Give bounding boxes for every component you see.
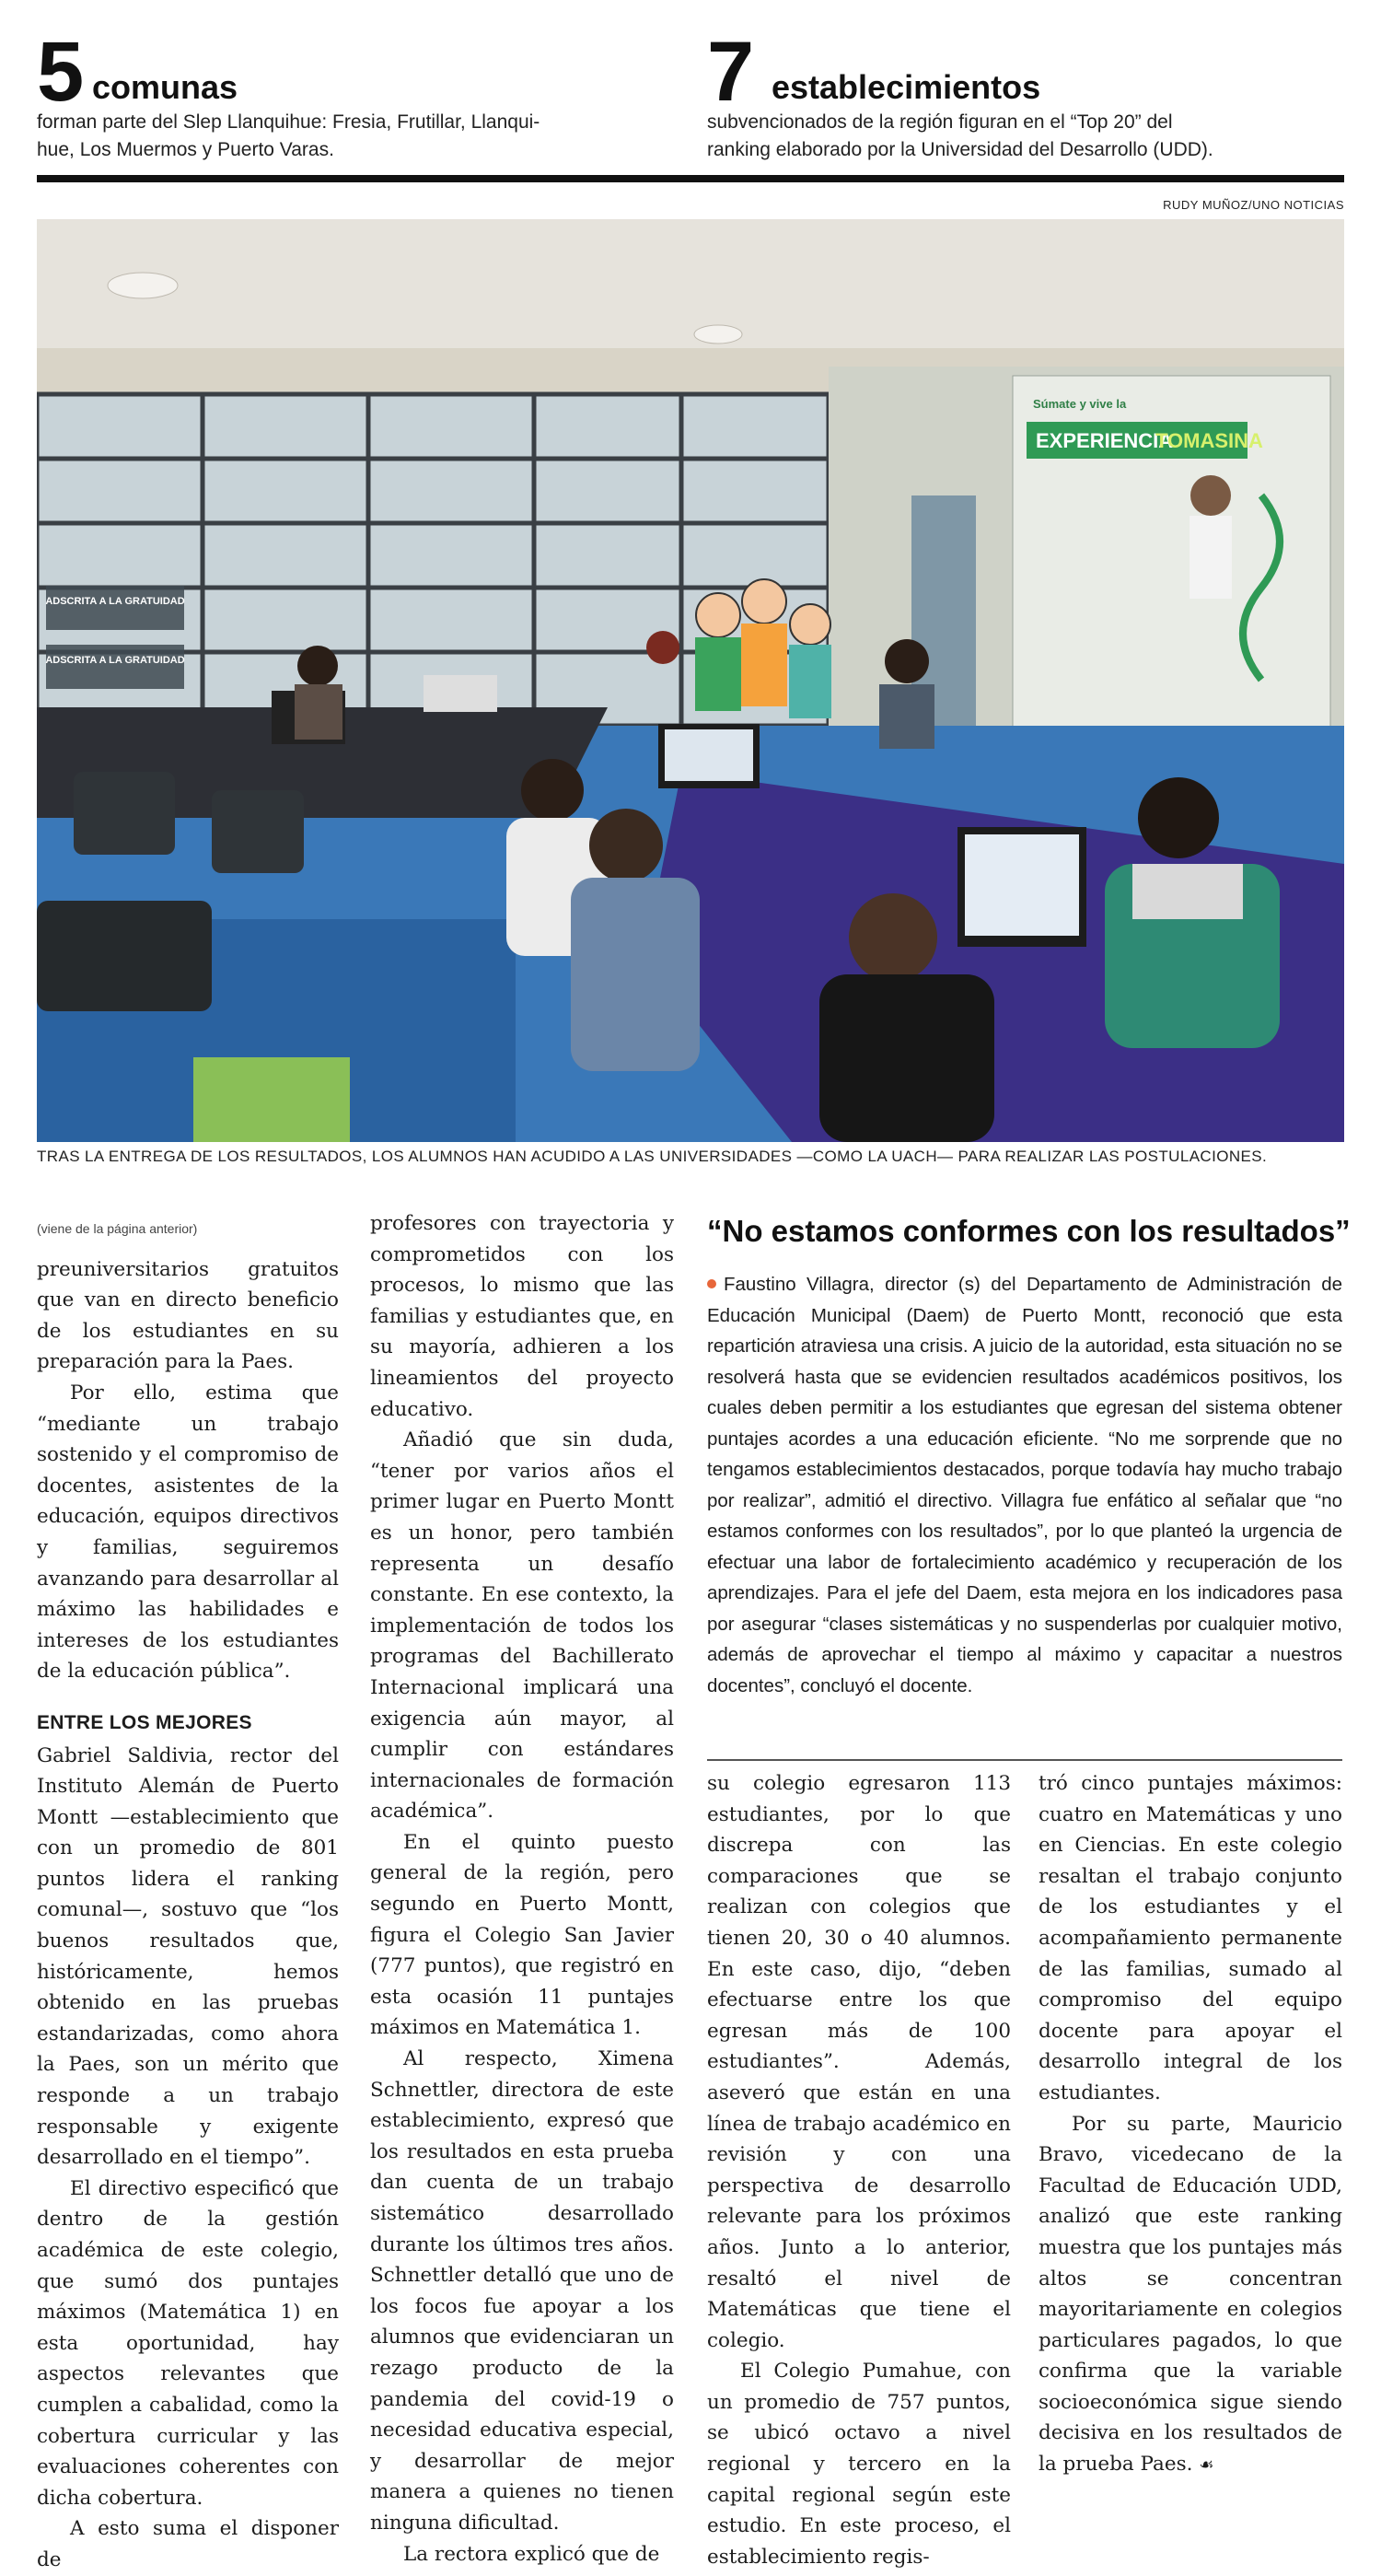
paragraph: Al respecto, Ximena Schnettler, directora de este establecimiento, expresó que los resultados en esta prueba dan cuenta de un trabajo sistemático desarrollado durante los últimos tres años. Schnettler detalló que uno de los focos fue apoyar a los alumnos que evidenciaran un rezago producto de la pandemia del covid-19 o necesidad educativa especial, y desarrollar de mejor manera a quienes no tienen ninguna dificultad. [370,2047,674,2535]
paragraph: El directivo especificó que dentro de la gestión académica de este colegio, que sumó dos puntajes máximos (Matemática 1) en esta oportunidad, hay aspectos relevantes que cumplen a cabalidad, como la cobertura curricular y las evaluaciones coherentes con dicha cobertura. [37,2176,339,2510]
paragraph: Añadió que sin duda, “tener por varios años el primer lugar en Puerto Montt es un honor, pero también representa un desafío constante. En ese contexto, la implementación de todos los programas del Bachillerato Internacional implicará una exigencia aún mayor, al cumplir con estándares internacionales de formación académica”. [370,1428,674,1824]
stat-desc-line: subvencionados de la región figuran en el “Top 20” del [707,111,1173,133]
paragraph: El Colegio Pumahue, con un promedio de 757 puntos, se ubicó octavo a nivel regional y tercero en la capital regional según este estudio. En este proceso, el establecimiento regis- [707,2360,1011,2569]
sidebar-title: “No estamos conformes con los resultados” [707,1214,1351,1248]
photo-caption: TRAS LA ENTREGA DE LOS RESULTADOS, LOS ALUMNOS HAN ACUDIDO A LAS UNIVERSIDADES —COMO LA UACH— PARA REALIZAR LAS POSTULACIONES. [37,1148,1268,1165]
paragraph: preuniversitarios gratuitos que van en directo beneficio de los estudiantes en su preparación para la Paes. [37,1257,339,1374]
stat-establecimientos [707,25,1213,160]
paragraph: A esto suma el disponer de [37,2517,339,2571]
paragraph: Por ello, estima que “mediante un trabajo sostenido y el compromiso de docentes, asistentes de la educación, equipos directivos y familias, seguiremos avanzando para desarrollar al máximo las habilidades e intereses de los estudiantes de la educación pública”. [37,1381,339,1684]
paragraph-text: Por su parte, Mauricio Bravo, vicedecano de la Facultad de Educación UDD, analizó que este ranking muestra que los puntajes más altos se concentran mayoritariamente en colegios particulares pagados, lo que confirma que la variable socioeconómica sigue siendo decisiva en los resultados de la prueba Paes. [1039,2112,1342,2477]
stat-number: 7 [707,25,755,119]
article-column-1 [37,1214,339,2576]
sidebar-paragraph: Faustino Villagra, director (s) del Departamento de Administración de Educación Municipal (Daem) de Puerto Montt, reconoció que esta repartición atraviesa una crisis. A juicio de la autoridad, esta situación no se resolverá hasta que se evidencien resultados académicos positivos, los cuales deben permitir a los estudiantes que egresan del sistema obtener puntajes acordes a una educación eficiente. “No me sorprende que no tengamos establecimientos destacados, porque todavía hay mucho trabajo por realizar”, admitió el directivo. Villagra fue enfático al señalar que “no estamos conformes con los resultados”, por lo que planteó la urgencia de efectuar una labor de fortalecimiento académico y recuperación de los aprendizajes. Para el jefe del Daem, esta mejora en los indicadores pasa por asegurar “clases sistemáticas y no suspenderlas por cualquier motivo, además de aprovechar el tiempo al máximo y capacitar a nuestros docentes”, concluyó el docente. [707,1274,1342,1696]
stat-description [707,109,1342,164]
sidebar-divider [707,1759,1342,1761]
paragraph: su colegio egresaron 113 estudiantes, por lo que discrepa con las comparaciones que se realizan con colegios que tienen 20, 30 o 40 alumnos. En este caso, dijo, “deben efectuarse entre los que egresan más de 100 estudiantes”. Además, aseveró que están en una línea de trabajo académico en revisión y con una perspectiva de desarrollo relevante para los próximos años. Junto a lo anterior, resaltó el nivel de Matemáticas que tiene el colegio. [707,1772,1011,2352]
stat-desc-line: hue, Los Muermos y Puerto Varas. [37,139,334,160]
article-column-3 [707,1768,1011,2572]
stat-description [37,109,626,164]
article-column-4 [1039,1768,1342,2481]
stat-desc-line: ranking elaborado por la Universidad del Desarrollo (UDD). [707,139,1213,160]
paragraph: La rectora explicó que de [403,2542,660,2566]
continued-note: (viene de la página anterior) [37,1221,198,1236]
sidebar-text [707,1269,1342,1701]
section-subhead: ENTRE LOS MEJORES [37,1711,252,1733]
paragraph: Gabriel Saldivia, rector del Instituto Alemán de Puerto Montt —establecimiento que con un promedio de 801 puntos lidera el ranking comunal—, sostuvo que “los buenos resultados que, históricamente, hemos obtenido en las pruebas estandarizadas, como ahora la Paes, son un mérito que responde a un trabajo responsable y exigente desarrollado en el tiempo”. [37,1743,339,2170]
paragraph [1039,2109,1342,2481]
stat-unit: comunas [92,68,238,106]
end-of-article-icon: ☙ [1199,2455,1214,2476]
paragraph: En el quinto puesto general de la región, pero segundo en Puerto Montt, figura el Colegio San Javier (777 puntos), que registró en esta ocasión 11 puntajes máximos en Matemática 1. [370,1830,674,2040]
poster-text: EXPERIENCIA [1036,429,1174,452]
news-photo [37,219,1344,1142]
photo-illustration [37,219,1344,1142]
photo-credit: RUDY MUÑOZ/UNO NOTICIAS [1163,198,1344,212]
stat-unit: establecimientos [772,68,1041,106]
stat-comunas [37,25,540,160]
window-sign: ADSCRITA A LA GRATUIDAD [45,596,185,607]
paragraph: tró cinco puntajes máximos: cuatro en Matemáticas y uno en Ciencias. En este colegio resaltan el trabajo conjunto de los estudiantes y el acompañamiento permanente de las familias, sumado al compromiso del equipo docente para apoyar el desarrollo integral de los estudiantes. [1039,1772,1342,2104]
window-sign: ADSCRITA A LA GRATUIDAD [45,655,185,666]
article-column-2 [370,1208,674,2570]
bullet-icon [707,1279,716,1288]
top-divider-bar [37,175,1344,182]
stat-desc-line: forman parte del Slep Llanquihue: Fresia, Frutillar, Llanqui- [37,111,540,133]
poster-text: Súmate y vive la [1033,397,1127,411]
poster-text: TOMASINA [1155,429,1263,452]
stat-number: 5 [37,25,85,119]
paragraph: profesores con trayectoria y comprometidos con los procesos, lo mismo que las familias y estudiantes que, en su mayoría, adhieren a los lineamientos del proyecto educativo. [370,1212,674,1421]
